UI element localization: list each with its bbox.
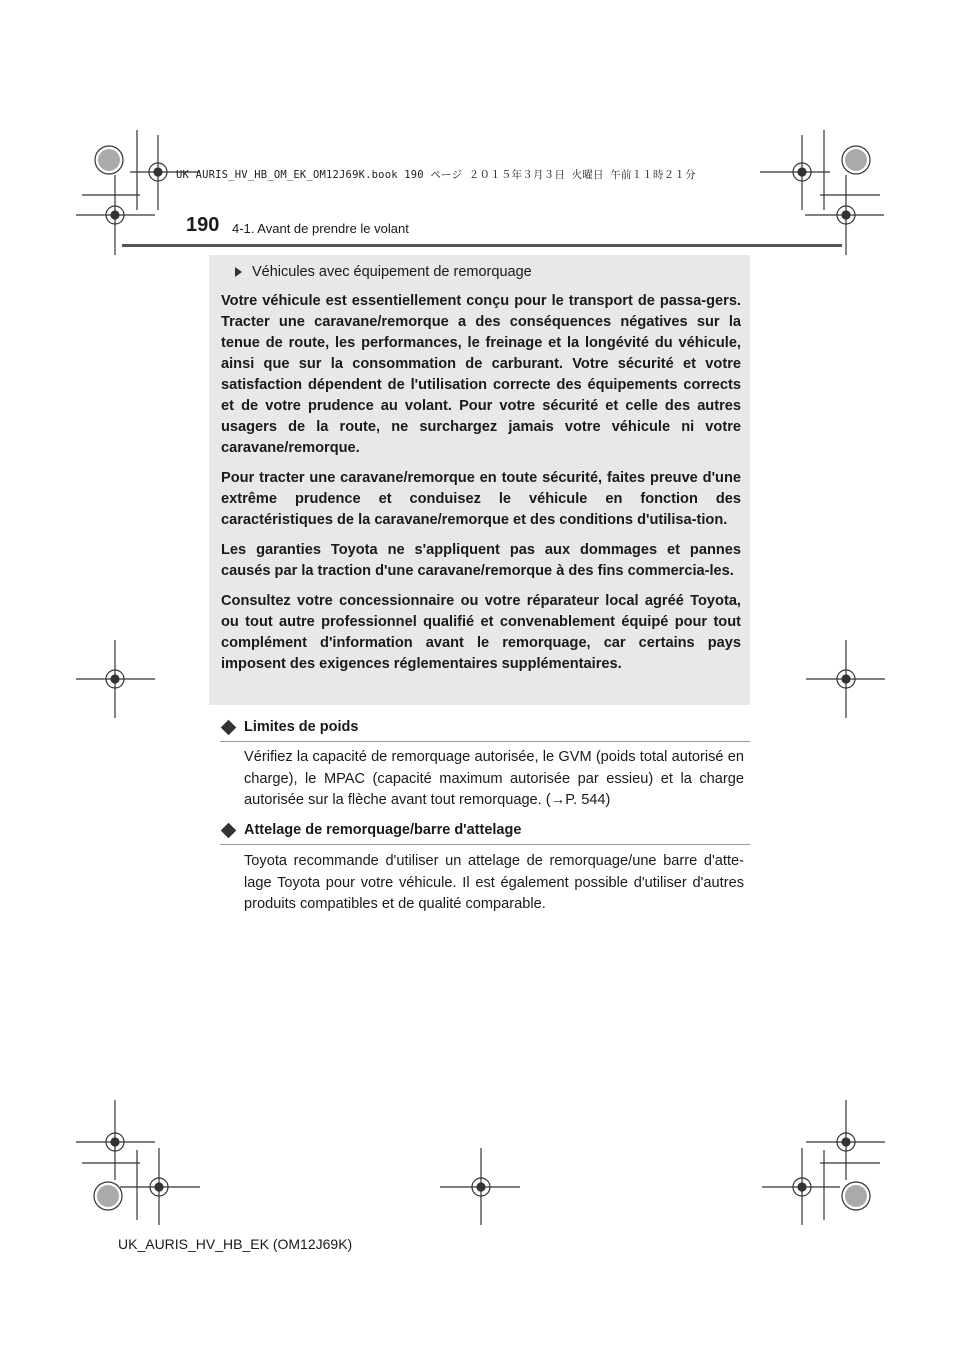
notice-paragraph: Pour tracter une caravane/remorque en toute sécurité, faites preuve d'une extrême prudence et conduisez le véhicule en fonction des caractéristiques de la caravane/remorque et des conditions d'utilisa-tion. [221,470,741,528]
section-heading-text: Limites de poids [244,719,359,735]
manual-code-footer: UK_AURIS_HV_HB_EK (OM12J69K) [118,1236,353,1252]
triangle-bullet-icon [235,267,242,277]
page-number: 190 [186,214,220,236]
diamond-bullet-icon [221,822,237,838]
section-body-towing-hitch: Toyota recommande d'utiliser un attelage de remorquage/une barre d'atte-lage Toyota pour votre véhicule. Il est également possible d'utiliser d'autres produits compatibles et de qualité comparable. [244,853,744,912]
section-heading-towing-hitch [220,822,750,845]
diamond-bullet-icon [221,719,237,735]
crop-metadata: UK AURIS_HV_HB_OM_EK_OM12J69K.book 190 ページ ２０１５年３月３日 火曜日 午前１１時２１分 [176,169,696,181]
section-heading-weight-limits [220,719,750,742]
section-body-weight-limits: Vérifiez la capacité de remorquage autorisée, le GVM (poids total autorisé en charge), le MPAC (capacité maximum autorisée par essieu) et la charge autorisée sur la flèche avant tout remorquage. (→P. 544) [244,749,744,808]
header-rule [122,244,842,247]
notice-heading-text: Véhicules avec équipement de remorquage [252,264,532,280]
section-heading-text: Attelage de remorquage/barre d'attelage [244,822,522,838]
notice-paragraph: Les garanties Toyota ne s'appliquent pas aux dommages et pannes causés par la traction d'une caravane/remorque à des fins commercia-les. [221,542,741,579]
notice-heading [235,261,741,283]
notice-paragraph: Consultez votre concessionnaire ou votre réparateur local agréé Toyota, ou tout autre professionnel qualifié et convenablement équipé pour tout complément d'information avant le remorquage, car certains pays imposent des exigences réglementaires supplémentaires. [221,593,741,672]
towing-notice-box [209,255,750,705]
notice-paragraph: Votre véhicule est essentiellement conçu pour le transport de passa-gers. Tracter une caravane/remorque a des conséquences négatives sur la tenue de route, les performances, le freinage et la longévité du véhicule, ainsi que sur la consommation de carburant. Votre sécurité et votre satisfaction dépendent de l'utilisation correcte des équipements corrects et de votre prudence au volant. Pour votre sécurité et celle des autres usagers de la route, ne surchargez jamais votre véhicule ni votre caravane/remorque. [221,293,741,456]
section-title: 4-1. Avant de prendre le volant [232,221,409,236]
